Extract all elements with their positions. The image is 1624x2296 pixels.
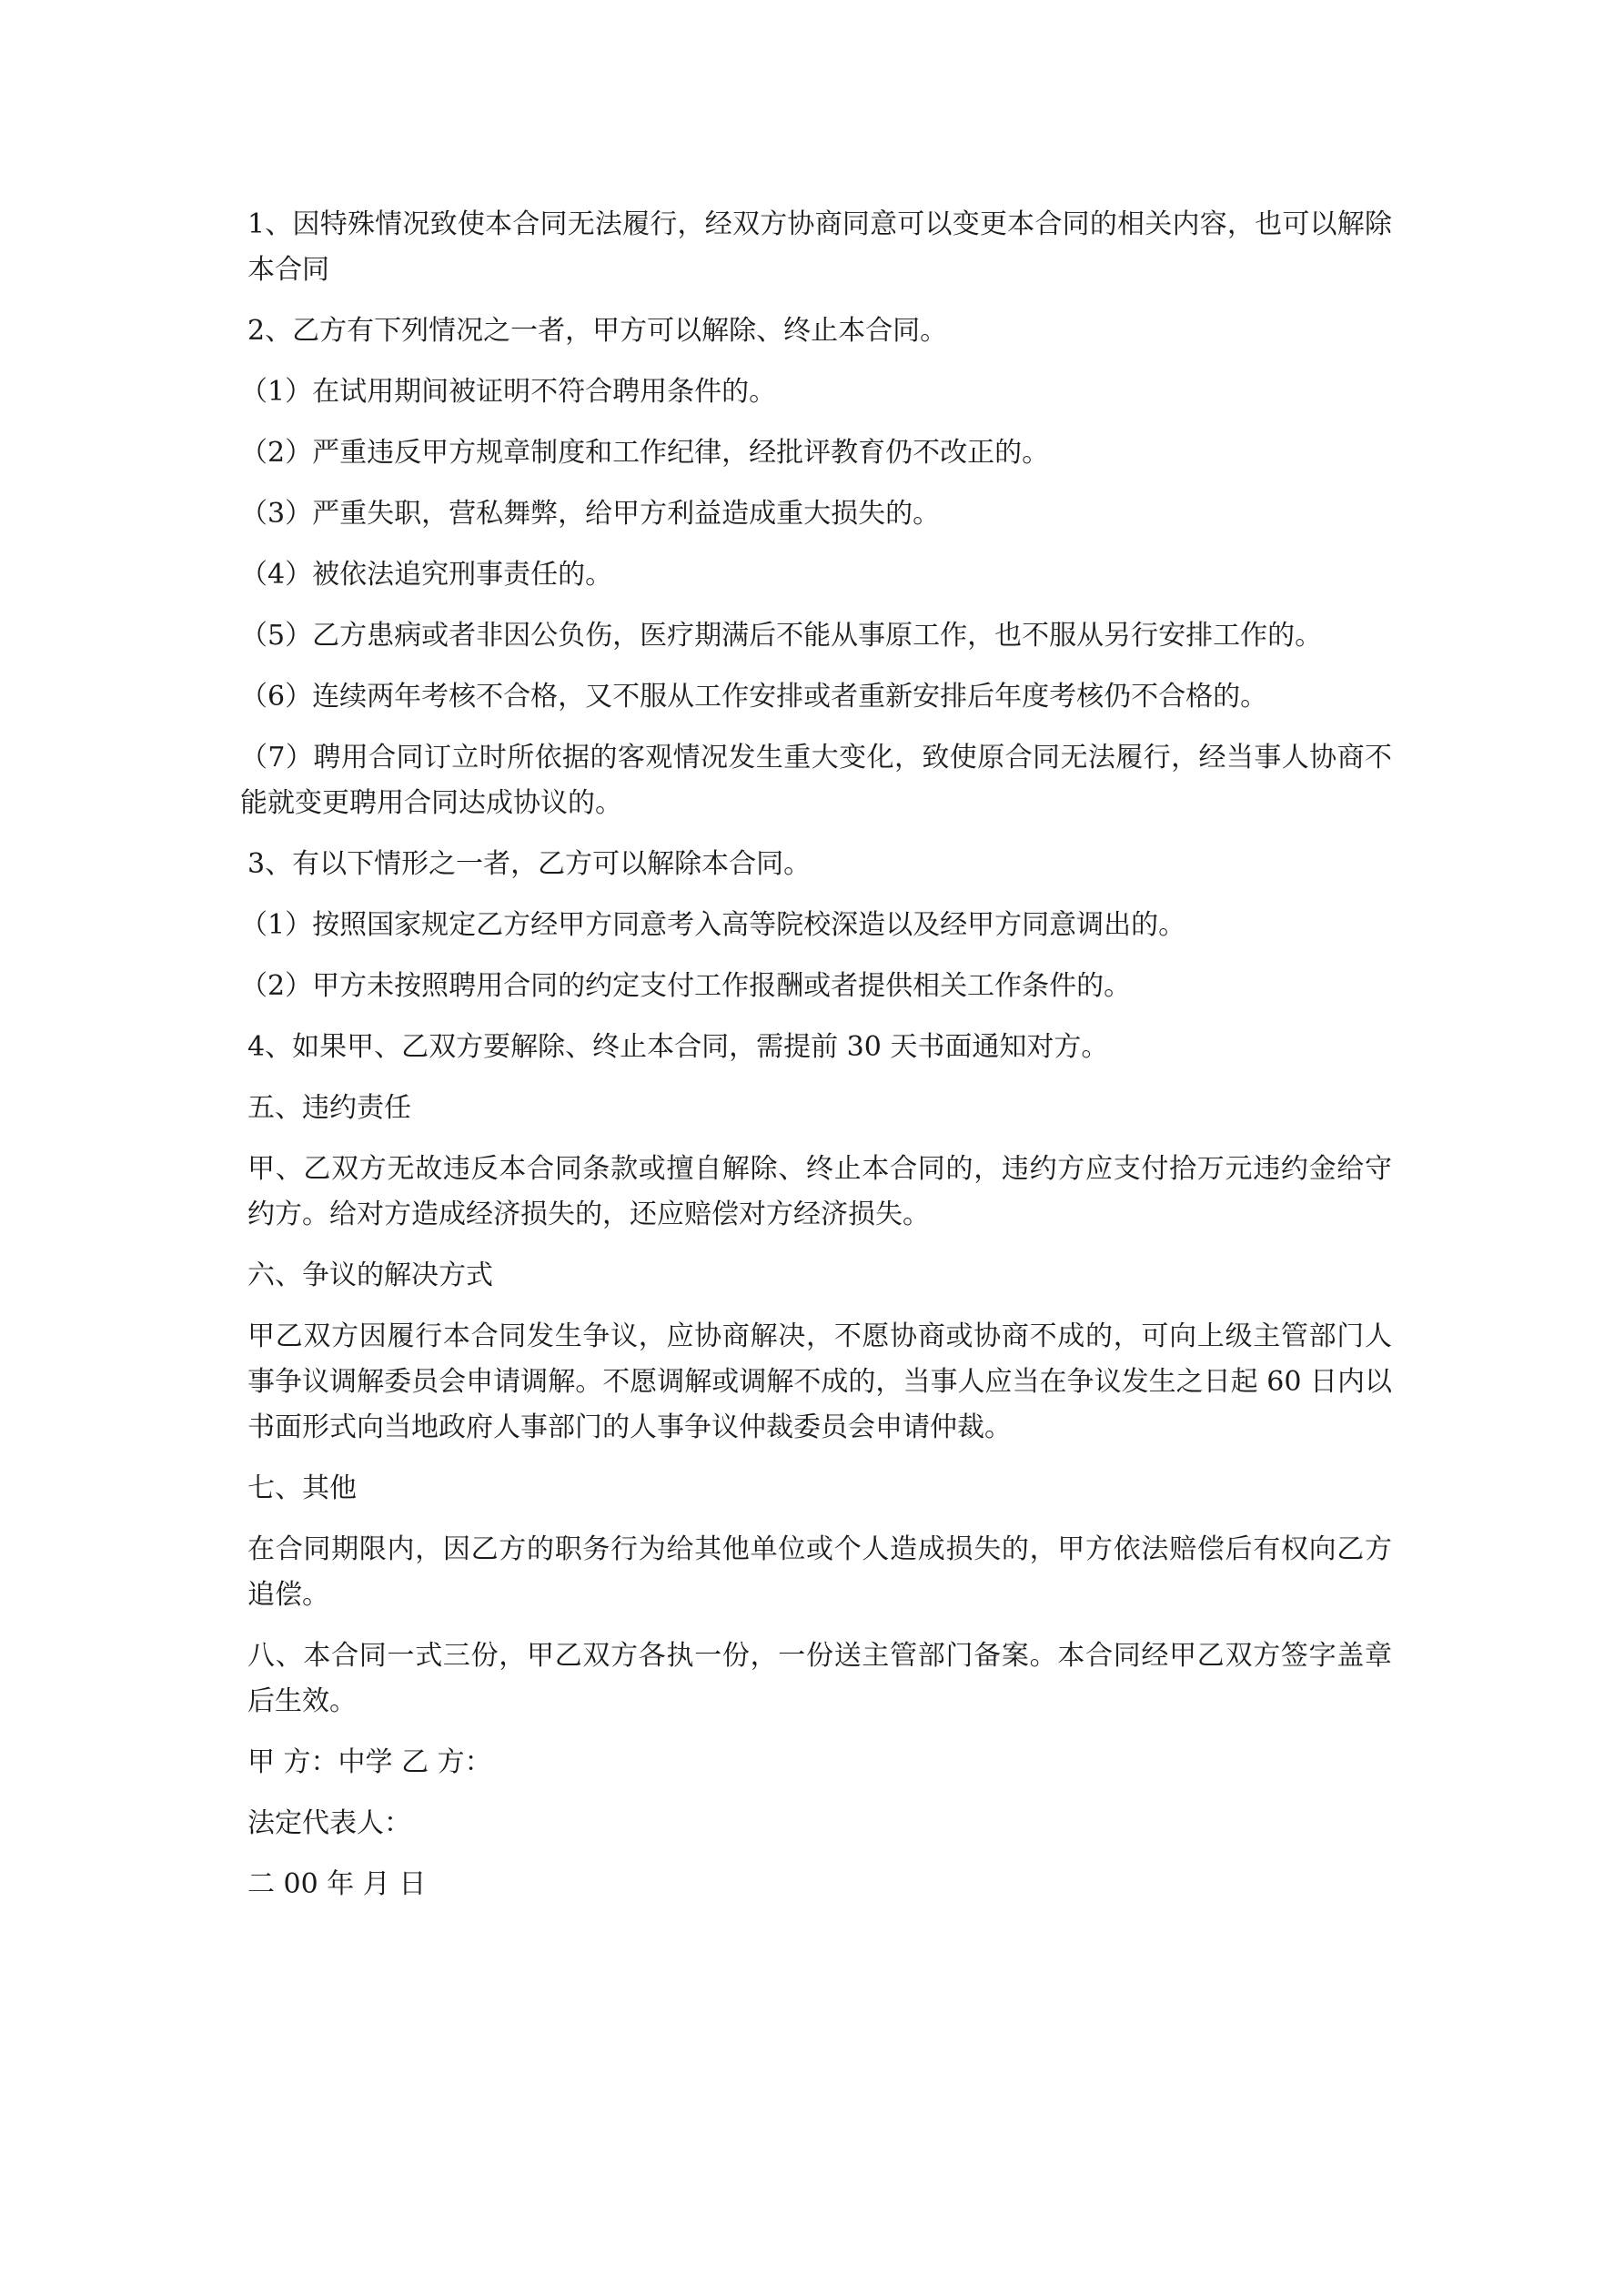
section-heading-other: 七、其他 bbox=[247, 1472, 357, 1504]
clause-3-item-1: （1）按照国家规定乙方经甲方同意考入高等院校深造以及经甲方同意调出的。 bbox=[240, 909, 1186, 941]
clause-3-party-b-may-terminate: 3、有以下情形之一者，乙方可以解除本合同。 bbox=[247, 848, 812, 880]
breach-liability-text: 甲、乙双方无故违反本合同条款或擅自解除、终止本合同的，违约方应支付拾万元违约金给守约方。给对方造成经济损失的，还应赔偿对方经济损失。 bbox=[247, 1153, 1392, 1230]
clause-2-item-2: （2）严重违反甲方规章制度和工作纪律，经批评教育仍不改正的。 bbox=[240, 437, 1050, 469]
clause-2-item-4: （4）被依法追究刑事责任的。 bbox=[240, 559, 613, 591]
dispute-resolution-text: 甲乙双方因履行本合同发生争议，应协商解决，不愿协商或协商不成的，可向上级主管部门人事争议调解委员会申请调解。不愿调解或调解不成的，当事人应当在争议发生之日起 60 日内以书面形式向当地政府人事部门的人事争议仲裁委员会申请仲裁。 bbox=[247, 1320, 1392, 1443]
other-terms-text: 在合同期限内，因乙方的职务行为给其他单位或个人造成损失的，甲方依法赔偿后有权向乙方追偿。 bbox=[247, 1533, 1392, 1611]
date-line: 二 00 年 月 日 bbox=[247, 1868, 427, 1900]
clause-2-item-5: （5）乙方患病或者非因公负伤，医疗期满后不能从事原工作，也不服从另行安排工作的。 bbox=[240, 620, 1323, 652]
signature-parties-line: 甲 方：中学 乙 方： bbox=[247, 1746, 492, 1778]
clause-2-item-6: （6）连续两年考核不合格，又不服从工作安排或者重新安排后年度考核仍不合格的。 bbox=[240, 681, 1268, 713]
clause-2-item-1: （1）在试用期间被证明不符合聘用条件的。 bbox=[240, 376, 777, 408]
section-heading-breach: 五、违约责任 bbox=[247, 1092, 411, 1124]
clause-3-item-2: （2）甲方未按照聘用合同的约定支付工作报酬或者提供相关工作条件的。 bbox=[240, 970, 1132, 1002]
legal-representative-line: 法定代表人： bbox=[247, 1807, 411, 1839]
section-heading-dispute: 六、争议的解决方式 bbox=[247, 1259, 493, 1291]
clause-1-change-or-terminate: 1、因特殊情况致使本合同无法履行，经双方协商同意可以变更本合同的相关内容，也可以解除本合同 bbox=[247, 208, 1392, 286]
section-copies-effective: 八、本合同一式三份，甲乙双方各执一份，一份送主管部门备案。本合同经甲乙双方签字盖章后生效。 bbox=[247, 1640, 1392, 1717]
clause-4-notice-period: 4、如果甲、乙双方要解除、终止本合同，需提前 30 天书面通知对方。 bbox=[247, 1031, 1109, 1063]
clause-2-item-3: （3）严重失职，营私舞弊，给甲方利益造成重大损失的。 bbox=[240, 498, 941, 530]
clause-2-item-7: （7）聘用合同订立时所依据的客观情况发生重大变化，致使原合同无法履行，经当事人协商不能就变更聘用合同达成协议的。 bbox=[240, 742, 1392, 819]
contract-body bbox=[240, 202, 1392, 1923]
clause-2-party-a-may-terminate: 2、乙方有下列情况之一者，甲方可以解除、终止本合同。 bbox=[247, 315, 948, 347]
